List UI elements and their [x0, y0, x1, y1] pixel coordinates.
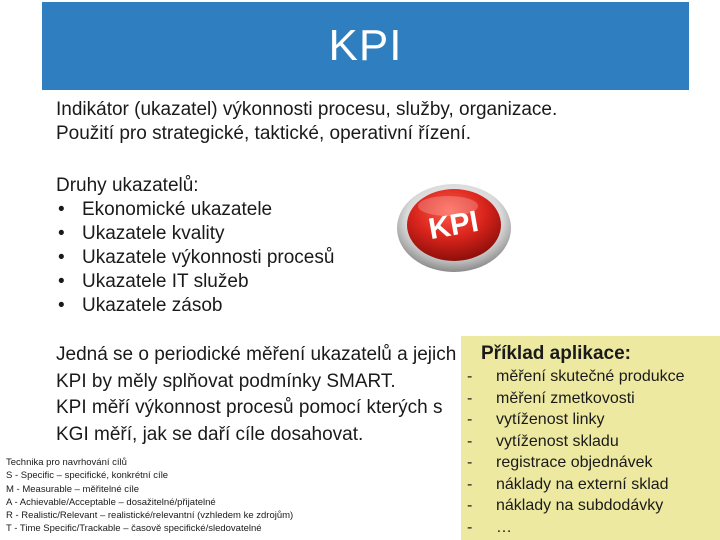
- title-bar: [42, 2, 689, 90]
- example-item: - vytíženost linky: [465, 409, 685, 431]
- kpi-button-graphic: [396, 178, 512, 274]
- types-item: • Ekonomické ukazatele: [56, 198, 334, 222]
- smart-note: [6, 456, 293, 536]
- types-heading: Druhy ukazatelů:: [56, 175, 199, 196]
- types-list: [56, 198, 334, 318]
- example-title: Příklad aplikace:: [481, 343, 631, 364]
- smart-line: M - Measurable – měřitelné cíle: [6, 483, 140, 495]
- body-line: KGI měří, jak se daří cíle dosahovat.: [56, 423, 364, 445]
- kpi-types: [56, 174, 334, 318]
- example-item: - …: [465, 517, 685, 539]
- kpi-button-image: [396, 178, 512, 274]
- body-line: KPI by měly splňovat podmínky SMART.: [56, 370, 396, 392]
- types-item: • Ukazatele zásob: [56, 294, 334, 318]
- smart-line: S - Specific – specifické, konkrétní cíle: [6, 470, 169, 482]
- intro-text: [56, 98, 557, 146]
- example-item: - registrace objednávek: [465, 452, 685, 474]
- body-line: Jedná se o periodické měření ukazatelů a jejich: [56, 344, 457, 365]
- button-label: KPI: [426, 204, 482, 247]
- example-item: - vytíženost skladu: [465, 431, 685, 453]
- types-item: • Ukazatele kvality: [56, 222, 334, 246]
- smart-line: T - Time Specific/Trackable – časově specifické/sledovatelné: [6, 523, 262, 535]
- smart-line: R - Realistic/Relevant – realistické/relevantní (vzhledem ke zdrojům): [6, 510, 294, 522]
- intro-line: Použití pro strategické, taktické, operativní řízení.: [56, 123, 472, 144]
- intro-line: Indikátor (ukazatel) výkonnosti procesu, služby, organizace.: [56, 99, 558, 120]
- example-item: - měření zmetkovosti: [465, 388, 685, 410]
- body-line: KPI měří výkonnost procesů pomocí kterých s: [56, 397, 443, 418]
- types-item: • Ukazatele IT služeb: [56, 270, 334, 294]
- smart-line: Technika pro navrhování cílů: [6, 457, 127, 468]
- example-item: - měření skutečné produkce: [465, 366, 685, 388]
- example-box: [461, 336, 720, 540]
- example-item: - náklady na subdodávky: [465, 495, 685, 517]
- body-text: [56, 342, 456, 448]
- smart-line: A - Achievable/Acceptable – dosažitelné/přijatelné: [6, 496, 216, 508]
- example-item: - náklady na externí sklad: [465, 474, 685, 496]
- example-list: [465, 366, 685, 538]
- types-item: • Ukazatele výkonnosti procesů: [56, 246, 334, 270]
- slide-title: KPI: [328, 21, 403, 70]
